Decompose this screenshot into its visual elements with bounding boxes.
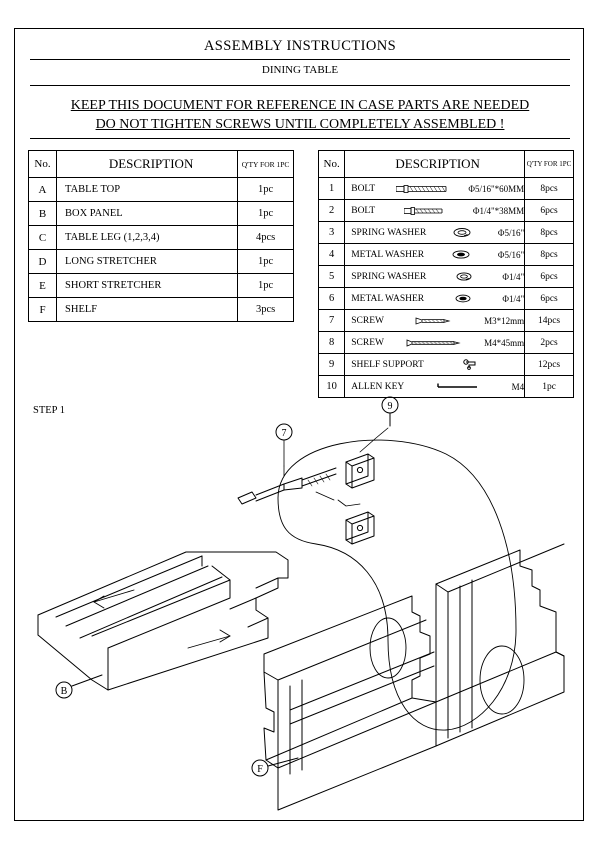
bracket-detail — [238, 428, 524, 730]
header-divider-2 — [30, 85, 570, 86]
screw-icon — [414, 316, 454, 326]
hardware-spec: M4*45mm — [484, 337, 525, 348]
hardware-header-qty: Q'TY FOR 1PC — [525, 151, 574, 178]
table-row — [319, 288, 574, 310]
hardware-no: 9 — [319, 354, 345, 376]
table-row — [29, 274, 294, 298]
hardware-table — [318, 150, 574, 398]
table-row — [29, 250, 294, 274]
table-row — [29, 178, 294, 202]
table-row — [319, 266, 574, 288]
table-row — [319, 354, 574, 376]
table-header-row — [29, 151, 294, 178]
part-no: C — [29, 226, 57, 250]
table-row — [319, 332, 574, 354]
hardware-header-no: No. — [319, 151, 345, 178]
hardware-desc — [345, 222, 525, 244]
page-title: ASSEMBLY INSTRUCTIONS — [203, 38, 397, 54]
callout-7-label: 7 — [281, 428, 287, 439]
hardware-name: SHELF SUPPORT — [351, 359, 424, 370]
parts-table — [28, 150, 294, 322]
spring-washer-icon — [455, 271, 473, 282]
hardware-name: BOLT — [351, 205, 376, 216]
part-desc: SHORT STRETCHER — [57, 274, 238, 298]
table-row — [29, 202, 294, 226]
callout-9-label: 9 — [387, 401, 393, 412]
hardware-spec: Φ1/4" — [502, 293, 525, 304]
hardware-spec: Φ5/16"*60MM — [468, 183, 525, 194]
hardware-name: METAL WASHER — [351, 249, 425, 260]
table-row — [319, 178, 574, 200]
product-subtitle: DINING TABLE — [261, 64, 339, 76]
part-qty: 1pc — [238, 274, 294, 298]
hardware-qty: 8pcs — [525, 178, 574, 200]
hardware-no: 4 — [319, 244, 345, 266]
hardware-qty: 14pcs — [525, 310, 574, 332]
part-qty: 1pc — [238, 250, 294, 274]
hardware-qty: 8pcs — [525, 222, 574, 244]
hardware-name: SPRING WASHER — [351, 271, 427, 282]
part-qty: 4pcs — [238, 226, 294, 250]
part-desc: TABLE TOP — [57, 178, 238, 202]
parts-header-qty: Q'TY FOR 1PC — [238, 151, 294, 178]
hardware-desc — [345, 178, 525, 200]
hardware-name: SCREW — [351, 315, 384, 326]
hardware-desc — [345, 332, 525, 354]
hardware-spec: M3*12mm — [484, 315, 525, 326]
table-row — [319, 222, 574, 244]
step-label: STEP 1 — [33, 405, 65, 416]
hardware-qty: 6pcs — [525, 200, 574, 222]
hardware-desc — [345, 310, 525, 332]
hardware-name: ALLEN KEY — [351, 381, 405, 392]
hardware-qty: 2pcs — [525, 332, 574, 354]
hardware-no: 2 — [319, 200, 345, 222]
hardware-spec: Φ1/4" — [502, 271, 525, 282]
table-row — [319, 200, 574, 222]
box-panel-part — [38, 552, 288, 690]
warning-line-2: DO NOT TIGHTEN SCREWS UNTIL COMPLETELY ASSEMBLED ! — [95, 117, 505, 132]
table-row — [29, 298, 294, 322]
hardware-header-desc: DESCRIPTION — [345, 151, 525, 178]
bolt-icon — [396, 184, 448, 194]
part-qty: 1pc — [238, 178, 294, 202]
hardware-qty: 6pcs — [525, 288, 574, 310]
shelf-frame-part — [264, 544, 564, 810]
hardware-desc — [345, 244, 525, 266]
part-desc: SHELF — [57, 298, 238, 322]
hardware-spec: Φ5/16" — [497, 227, 525, 238]
hardware-no: 7 — [319, 310, 345, 332]
hardware-no: 10 — [319, 376, 345, 398]
parts-header-desc: DESCRIPTION — [57, 151, 238, 178]
hardware-spec: Φ5/16" — [497, 249, 525, 260]
parts-header-no: No. — [29, 151, 57, 178]
hardware-spec: M4 — [511, 381, 525, 392]
hardware-name: SCREW — [351, 337, 384, 348]
part-no: F — [29, 298, 57, 322]
table-row — [319, 310, 574, 332]
part-qty: 1pc — [238, 202, 294, 226]
metal-washer-icon — [451, 249, 471, 260]
hardware-desc — [345, 266, 525, 288]
hardware-spec: Φ1/4"*38MM — [472, 205, 525, 216]
hardware-qty: 6pcs — [525, 266, 574, 288]
hardware-name: BOLT — [351, 183, 376, 194]
part-no: D — [29, 250, 57, 274]
hardware-desc — [345, 288, 525, 310]
hardware-desc — [345, 200, 525, 222]
hardware-desc — [345, 354, 525, 376]
header-divider-1 — [30, 59, 570, 60]
shelf-support-icon — [463, 359, 485, 371]
part-desc: LONG STRETCHER — [57, 250, 238, 274]
part-desc: BOX PANEL — [57, 202, 238, 226]
hardware-name: SPRING WASHER — [351, 227, 427, 238]
hardware-qty: 1pc — [525, 376, 574, 398]
callout-f-label: F — [257, 764, 263, 775]
metal-washer-icon — [454, 293, 472, 304]
hardware-qty: 8pcs — [525, 244, 574, 266]
callout-b-label: B — [60, 686, 68, 697]
part-no: E — [29, 274, 57, 298]
table-row — [319, 244, 574, 266]
assembly-diagram — [16, 380, 584, 820]
part-no: A — [29, 178, 57, 202]
header-divider-3 — [30, 138, 570, 139]
table-header-row — [319, 151, 574, 178]
part-qty: 3pcs — [238, 298, 294, 322]
long-screw-icon — [406, 338, 462, 348]
hardware-no: 8 — [319, 332, 345, 354]
hardware-qty: 12pcs — [525, 354, 574, 376]
hardware-no: 5 — [319, 266, 345, 288]
part-desc: TABLE LEG (1,2,3,4) — [57, 226, 238, 250]
table-row — [29, 226, 294, 250]
spring-washer-icon — [452, 227, 472, 238]
bolt-icon — [404, 206, 444, 216]
hardware-no: 6 — [319, 288, 345, 310]
part-no: B — [29, 202, 57, 226]
hardware-name: METAL WASHER — [351, 293, 425, 304]
warning-line-1: KEEP THIS DOCUMENT FOR REFERENCE IN CASE PARTS ARE NEEDED — [70, 98, 530, 113]
hardware-no: 3 — [319, 222, 345, 244]
hardware-no: 1 — [319, 178, 345, 200]
